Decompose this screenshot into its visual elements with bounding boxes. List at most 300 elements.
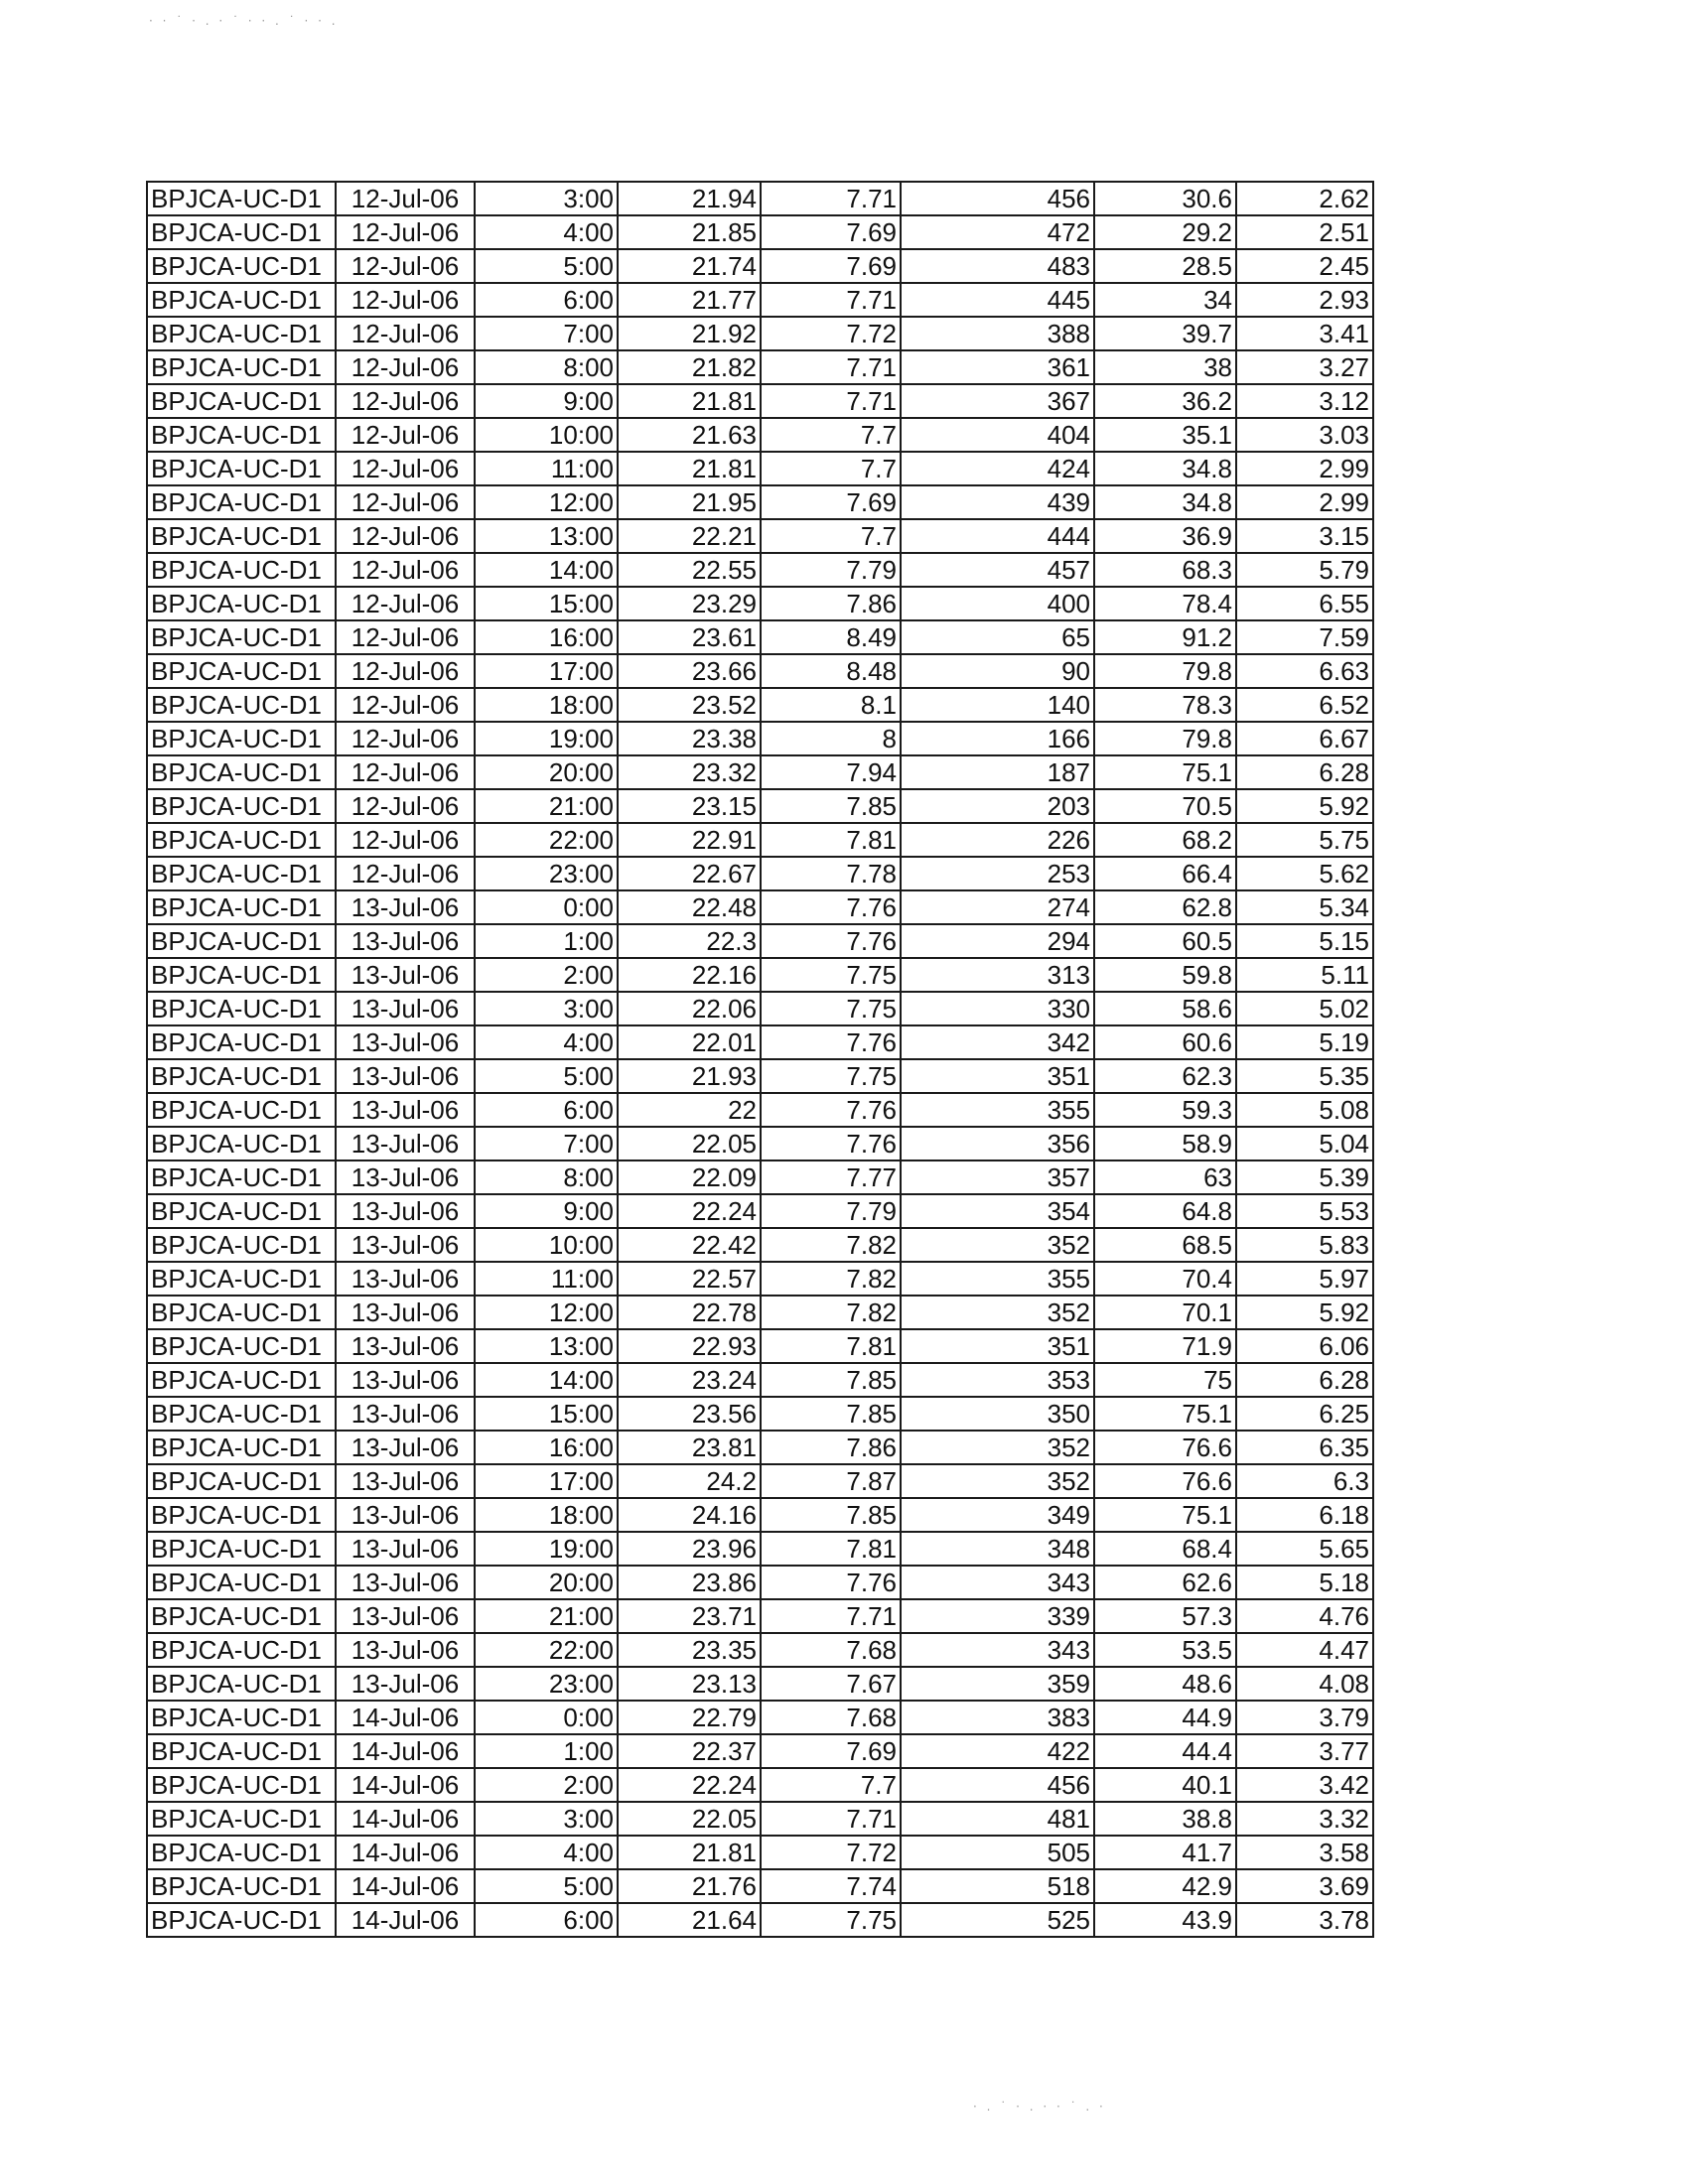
table-row <box>147 958 1373 992</box>
table-row <box>147 350 1373 384</box>
time-cell: 5:00 <box>475 1869 618 1903</box>
ph-cell: 7.81 <box>761 823 901 857</box>
do-mgl-cell: 3.77 <box>1236 1734 1373 1768</box>
site-id-cell: BPJCA-UC-D1 <box>147 755 336 789</box>
date-cell: 13-Jul-06 <box>336 1532 475 1566</box>
do-mgl-cell: 4.76 <box>1236 1599 1373 1633</box>
do-percent-cell: 44.4 <box>1094 1734 1236 1768</box>
time-cell: 9:00 <box>475 1194 618 1228</box>
table-row <box>147 1025 1373 1059</box>
site-id-cell: BPJCA-UC-D1 <box>147 1869 336 1903</box>
conductivity-cell: 444 <box>901 519 1094 553</box>
do-mgl-cell: 5.08 <box>1236 1093 1373 1127</box>
do-percent-cell: 91.2 <box>1094 620 1236 654</box>
site-id-cell: BPJCA-UC-D1 <box>147 1701 336 1734</box>
do-mgl-cell: 5.92 <box>1236 1296 1373 1329</box>
table-row <box>147 924 1373 958</box>
table-row <box>147 1093 1373 1127</box>
do-percent-cell: 68.2 <box>1094 823 1236 857</box>
temperature-cell: 22.01 <box>618 1025 761 1059</box>
site-id-cell: BPJCA-UC-D1 <box>147 992 336 1025</box>
temperature-cell: 22.05 <box>618 1127 761 1160</box>
do-mgl-cell: 3.15 <box>1236 519 1373 553</box>
do-percent-cell: 43.9 <box>1094 1903 1236 1937</box>
do-mgl-cell: 7.59 <box>1236 620 1373 654</box>
ph-cell: 7.76 <box>761 1093 901 1127</box>
conductivity-cell: 253 <box>901 857 1094 890</box>
temperature-cell: 22.78 <box>618 1296 761 1329</box>
ph-cell: 7.87 <box>761 1464 901 1498</box>
conductivity-cell: 481 <box>901 1802 1094 1836</box>
date-cell: 12-Jul-06 <box>336 215 475 249</box>
ph-cell: 7.68 <box>761 1701 901 1734</box>
ph-cell: 7.68 <box>761 1633 901 1667</box>
conductivity-cell: 456 <box>901 1768 1094 1802</box>
table-row <box>147 755 1373 789</box>
ph-cell: 7.69 <box>761 1734 901 1768</box>
date-cell: 12-Jul-06 <box>336 587 475 620</box>
table-row <box>147 857 1373 890</box>
site-id-cell: BPJCA-UC-D1 <box>147 1059 336 1093</box>
site-id-cell: BPJCA-UC-D1 <box>147 823 336 857</box>
ph-cell: 7.86 <box>761 1431 901 1464</box>
do-mgl-cell: 4.08 <box>1236 1667 1373 1701</box>
time-cell: 13:00 <box>475 519 618 553</box>
ph-cell: 8 <box>761 722 901 755</box>
do-mgl-cell: 5.04 <box>1236 1127 1373 1160</box>
do-mgl-cell: 5.79 <box>1236 553 1373 587</box>
temperature-cell: 22.16 <box>618 958 761 992</box>
date-cell: 12-Jul-06 <box>336 182 475 215</box>
site-id-cell: BPJCA-UC-D1 <box>147 485 336 519</box>
site-id-cell: BPJCA-UC-D1 <box>147 283 336 317</box>
time-cell: 6:00 <box>475 1903 618 1937</box>
conductivity-cell: 343 <box>901 1566 1094 1599</box>
table-row <box>147 485 1373 519</box>
do-percent-cell: 57.3 <box>1094 1599 1236 1633</box>
do-mgl-cell: 2.51 <box>1236 215 1373 249</box>
time-cell: 4:00 <box>475 215 618 249</box>
time-cell: 13:00 <box>475 1329 618 1363</box>
date-cell: 12-Jul-06 <box>336 857 475 890</box>
table-row <box>147 688 1373 722</box>
site-id-cell: BPJCA-UC-D1 <box>147 1194 336 1228</box>
do-percent-cell: 60.5 <box>1094 924 1236 958</box>
do-percent-cell: 62.3 <box>1094 1059 1236 1093</box>
time-cell: 17:00 <box>475 654 618 688</box>
time-cell: 3:00 <box>475 182 618 215</box>
ph-cell: 8.49 <box>761 620 901 654</box>
conductivity-cell: 90 <box>901 654 1094 688</box>
do-percent-cell: 48.6 <box>1094 1667 1236 1701</box>
table-row <box>147 1566 1373 1599</box>
conductivity-cell: 353 <box>901 1363 1094 1397</box>
conductivity-cell: 456 <box>901 182 1094 215</box>
table-row <box>147 283 1373 317</box>
time-cell: 11:00 <box>475 452 618 485</box>
conductivity-cell: 330 <box>901 992 1094 1025</box>
date-cell: 13-Jul-06 <box>336 1059 475 1093</box>
ph-cell: 7.71 <box>761 182 901 215</box>
time-cell: 21:00 <box>475 789 618 823</box>
time-cell: 19:00 <box>475 1532 618 1566</box>
temperature-cell: 22.06 <box>618 992 761 1025</box>
do-mgl-cell: 2.99 <box>1236 452 1373 485</box>
do-mgl-cell: 5.97 <box>1236 1262 1373 1296</box>
do-percent-cell: 68.3 <box>1094 553 1236 587</box>
site-id-cell: BPJCA-UC-D1 <box>147 1329 336 1363</box>
do-mgl-cell: 5.15 <box>1236 924 1373 958</box>
temperature-cell: 23.81 <box>618 1431 761 1464</box>
site-id-cell: BPJCA-UC-D1 <box>147 857 336 890</box>
conductivity-cell: 356 <box>901 1127 1094 1160</box>
do-mgl-cell: 3.41 <box>1236 317 1373 350</box>
table-row <box>147 182 1373 215</box>
site-id-cell: BPJCA-UC-D1 <box>147 1903 336 1937</box>
site-id-cell: BPJCA-UC-D1 <box>147 1734 336 1768</box>
do-percent-cell: 35.1 <box>1094 418 1236 452</box>
conductivity-cell: 352 <box>901 1431 1094 1464</box>
date-cell: 13-Jul-06 <box>336 890 475 924</box>
do-percent-cell: 70.4 <box>1094 1262 1236 1296</box>
do-percent-cell: 62.8 <box>1094 890 1236 924</box>
temperature-cell: 22.24 <box>618 1768 761 1802</box>
time-cell: 14:00 <box>475 553 618 587</box>
time-cell: 23:00 <box>475 1667 618 1701</box>
temperature-cell: 23.24 <box>618 1363 761 1397</box>
conductivity-cell: 226 <box>901 823 1094 857</box>
table-row <box>147 1836 1373 1869</box>
date-cell: 13-Jul-06 <box>336 1093 475 1127</box>
table-row <box>147 1667 1373 1701</box>
ph-cell: 8.48 <box>761 654 901 688</box>
time-cell: 7:00 <box>475 317 618 350</box>
do-mgl-cell: 3.42 <box>1236 1768 1373 1802</box>
ph-cell: 7.77 <box>761 1160 901 1194</box>
do-percent-cell: 70.1 <box>1094 1296 1236 1329</box>
conductivity-cell: 352 <box>901 1228 1094 1262</box>
do-mgl-cell: 5.35 <box>1236 1059 1373 1093</box>
site-id-cell: BPJCA-UC-D1 <box>147 1228 336 1262</box>
conductivity-cell: 424 <box>901 452 1094 485</box>
conductivity-cell: 203 <box>901 789 1094 823</box>
conductivity-cell: 525 <box>901 1903 1094 1937</box>
temperature-cell: 22.79 <box>618 1701 761 1734</box>
do-percent-cell: 44.9 <box>1094 1701 1236 1734</box>
conductivity-cell: 350 <box>901 1397 1094 1431</box>
time-cell: 1:00 <box>475 1734 618 1768</box>
table-row <box>147 1431 1373 1464</box>
time-cell: 3:00 <box>475 992 618 1025</box>
do-mgl-cell: 5.39 <box>1236 1160 1373 1194</box>
table-row <box>147 722 1373 755</box>
site-id-cell: BPJCA-UC-D1 <box>147 1599 336 1633</box>
ph-cell: 7.76 <box>761 1025 901 1059</box>
temperature-cell: 22 <box>618 1093 761 1127</box>
table-row <box>147 890 1373 924</box>
time-cell: 6:00 <box>475 283 618 317</box>
do-mgl-cell: 6.55 <box>1236 587 1373 620</box>
do-mgl-cell: 5.11 <box>1236 958 1373 992</box>
temperature-cell: 23.66 <box>618 654 761 688</box>
do-mgl-cell: 6.3 <box>1236 1464 1373 1498</box>
table-row <box>147 1532 1373 1566</box>
ph-cell: 7.85 <box>761 1397 901 1431</box>
do-mgl-cell: 3.27 <box>1236 350 1373 384</box>
conductivity-cell: 342 <box>901 1025 1094 1059</box>
conductivity-cell: 339 <box>901 1599 1094 1633</box>
temperature-cell: 22.48 <box>618 890 761 924</box>
ph-cell: 7.76 <box>761 890 901 924</box>
data-table <box>146 181 1374 1938</box>
table-row <box>147 1734 1373 1768</box>
temperature-cell: 22.24 <box>618 1194 761 1228</box>
date-cell: 14-Jul-06 <box>336 1802 475 1836</box>
conductivity-cell: 187 <box>901 755 1094 789</box>
ph-cell: 7.71 <box>761 283 901 317</box>
do-mgl-cell: 6.35 <box>1236 1431 1373 1464</box>
temperature-cell: 23.96 <box>618 1532 761 1566</box>
do-mgl-cell: 5.62 <box>1236 857 1373 890</box>
do-percent-cell: 38 <box>1094 350 1236 384</box>
temperature-cell: 22.57 <box>618 1262 761 1296</box>
date-cell: 14-Jul-06 <box>336 1734 475 1768</box>
ph-cell: 7.7 <box>761 1768 901 1802</box>
table-row <box>147 384 1373 418</box>
ph-cell: 7.82 <box>761 1228 901 1262</box>
site-id-cell: BPJCA-UC-D1 <box>147 317 336 350</box>
site-id-cell: BPJCA-UC-D1 <box>147 1093 336 1127</box>
do-mgl-cell: 5.75 <box>1236 823 1373 857</box>
ph-cell: 7.7 <box>761 519 901 553</box>
ph-cell: 7.67 <box>761 1667 901 1701</box>
table-row <box>147 1329 1373 1363</box>
time-cell: 2:00 <box>475 1768 618 1802</box>
time-cell: 22:00 <box>475 1633 618 1667</box>
site-id-cell: BPJCA-UC-D1 <box>147 1127 336 1160</box>
time-cell: 4:00 <box>475 1836 618 1869</box>
ph-cell: 7.72 <box>761 1836 901 1869</box>
site-id-cell: BPJCA-UC-D1 <box>147 1532 336 1566</box>
date-cell: 14-Jul-06 <box>336 1903 475 1937</box>
do-percent-cell: 62.6 <box>1094 1566 1236 1599</box>
date-cell: 13-Jul-06 <box>336 1566 475 1599</box>
temperature-cell: 22.09 <box>618 1160 761 1194</box>
site-id-cell: BPJCA-UC-D1 <box>147 1262 336 1296</box>
temperature-cell: 23.86 <box>618 1566 761 1599</box>
site-id-cell: BPJCA-UC-D1 <box>147 418 336 452</box>
site-id-cell: BPJCA-UC-D1 <box>147 620 336 654</box>
do-percent-cell: 70.5 <box>1094 789 1236 823</box>
ph-cell: 7.75 <box>761 992 901 1025</box>
conductivity-cell: 355 <box>901 1093 1094 1127</box>
table-row <box>147 1869 1373 1903</box>
time-cell: 12:00 <box>475 485 618 519</box>
conductivity-cell: 313 <box>901 958 1094 992</box>
date-cell: 14-Jul-06 <box>336 1869 475 1903</box>
do-percent-cell: 34.8 <box>1094 452 1236 485</box>
ph-cell: 7.74 <box>761 1869 901 1903</box>
conductivity-cell: 294 <box>901 924 1094 958</box>
do-mgl-cell: 2.99 <box>1236 485 1373 519</box>
temperature-cell: 21.85 <box>618 215 761 249</box>
table-row <box>147 1701 1373 1734</box>
scan-noise-top: · · ˙ · . · ˙ · · . ˙ · · . <box>149 14 339 28</box>
table-row <box>147 418 1373 452</box>
table-row <box>147 992 1373 1025</box>
time-cell: 3:00 <box>475 1802 618 1836</box>
time-cell: 23:00 <box>475 857 618 890</box>
do-percent-cell: 53.5 <box>1094 1633 1236 1667</box>
date-cell: 12-Jul-06 <box>336 452 475 485</box>
site-id-cell: BPJCA-UC-D1 <box>147 1025 336 1059</box>
time-cell: 7:00 <box>475 1127 618 1160</box>
ph-cell: 8.1 <box>761 688 901 722</box>
table-row <box>147 215 1373 249</box>
table-row <box>147 1160 1373 1194</box>
temperature-cell: 21.92 <box>618 317 761 350</box>
date-cell: 12-Jul-06 <box>336 553 475 587</box>
do-percent-cell: 75 <box>1094 1363 1236 1397</box>
date-cell: 13-Jul-06 <box>336 924 475 958</box>
do-percent-cell: 79.8 <box>1094 722 1236 755</box>
site-id-cell: BPJCA-UC-D1 <box>147 1363 336 1397</box>
do-mgl-cell: 5.19 <box>1236 1025 1373 1059</box>
date-cell: 12-Jul-06 <box>336 283 475 317</box>
site-id-cell: BPJCA-UC-D1 <box>147 553 336 587</box>
temperature-cell: 23.32 <box>618 755 761 789</box>
table-row <box>147 823 1373 857</box>
do-mgl-cell: 3.12 <box>1236 384 1373 418</box>
date-cell: 12-Jul-06 <box>336 755 475 789</box>
ph-cell: 7.7 <box>761 418 901 452</box>
table-row <box>147 1059 1373 1093</box>
date-cell: 12-Jul-06 <box>336 722 475 755</box>
conductivity-cell: 357 <box>901 1160 1094 1194</box>
do-percent-cell: 78.3 <box>1094 688 1236 722</box>
conductivity-cell: 439 <box>901 485 1094 519</box>
date-cell: 13-Jul-06 <box>336 1667 475 1701</box>
do-mgl-cell: 6.28 <box>1236 1363 1373 1397</box>
do-mgl-cell: 6.28 <box>1236 755 1373 789</box>
date-cell: 12-Jul-06 <box>336 688 475 722</box>
do-mgl-cell: 4.47 <box>1236 1633 1373 1667</box>
conductivity-cell: 400 <box>901 587 1094 620</box>
table-row <box>147 1802 1373 1836</box>
site-id-cell: BPJCA-UC-D1 <box>147 1768 336 1802</box>
site-id-cell: BPJCA-UC-D1 <box>147 1802 336 1836</box>
ph-cell: 7.82 <box>761 1262 901 1296</box>
ph-cell: 7.86 <box>761 587 901 620</box>
ph-cell: 7.72 <box>761 317 901 350</box>
site-id-cell: BPJCA-UC-D1 <box>147 958 336 992</box>
table-row <box>147 654 1373 688</box>
conductivity-cell: 274 <box>901 890 1094 924</box>
scan-noise-bottom: · . ˙ · . · · ˙ . · <box>973 2100 1106 2114</box>
table-row <box>147 1228 1373 1262</box>
time-cell: 0:00 <box>475 1701 618 1734</box>
temperature-cell: 21.63 <box>618 418 761 452</box>
do-mgl-cell: 5.34 <box>1236 890 1373 924</box>
date-cell: 12-Jul-06 <box>336 350 475 384</box>
do-mgl-cell: 6.67 <box>1236 722 1373 755</box>
table-row <box>147 1397 1373 1431</box>
temperature-cell: 23.56 <box>618 1397 761 1431</box>
conductivity-cell: 388 <box>901 317 1094 350</box>
conductivity-cell: 355 <box>901 1262 1094 1296</box>
conductivity-cell: 140 <box>901 688 1094 722</box>
time-cell: 16:00 <box>475 1431 618 1464</box>
table-row <box>147 1768 1373 1802</box>
site-id-cell: BPJCA-UC-D1 <box>147 384 336 418</box>
conductivity-cell: 359 <box>901 1667 1094 1701</box>
time-cell: 10:00 <box>475 418 618 452</box>
ph-cell: 7.71 <box>761 1599 901 1633</box>
do-percent-cell: 36.2 <box>1094 384 1236 418</box>
temperature-cell: 21.81 <box>618 1836 761 1869</box>
date-cell: 13-Jul-06 <box>336 992 475 1025</box>
do-percent-cell: 36.9 <box>1094 519 1236 553</box>
site-id-cell: BPJCA-UC-D1 <box>147 722 336 755</box>
do-mgl-cell: 6.63 <box>1236 654 1373 688</box>
ph-cell: 7.85 <box>761 1498 901 1532</box>
date-cell: 13-Jul-06 <box>336 1498 475 1532</box>
time-cell: 9:00 <box>475 384 618 418</box>
temperature-cell: 22.21 <box>618 519 761 553</box>
table-row <box>147 1599 1373 1633</box>
do-percent-cell: 71.9 <box>1094 1329 1236 1363</box>
do-mgl-cell: 3.78 <box>1236 1903 1373 1937</box>
do-percent-cell: 39.7 <box>1094 317 1236 350</box>
temperature-cell: 23.71 <box>618 1599 761 1633</box>
conductivity-cell: 352 <box>901 1296 1094 1329</box>
time-cell: 19:00 <box>475 722 618 755</box>
ph-cell: 7.69 <box>761 215 901 249</box>
time-cell: 8:00 <box>475 350 618 384</box>
date-cell: 12-Jul-06 <box>336 654 475 688</box>
conductivity-cell: 422 <box>901 1734 1094 1768</box>
date-cell: 13-Jul-06 <box>336 1431 475 1464</box>
do-mgl-cell: 6.52 <box>1236 688 1373 722</box>
do-percent-cell: 78.4 <box>1094 587 1236 620</box>
ph-cell: 7.69 <box>761 249 901 283</box>
site-id-cell: BPJCA-UC-D1 <box>147 519 336 553</box>
conductivity-cell: 383 <box>901 1701 1094 1734</box>
date-cell: 12-Jul-06 <box>336 485 475 519</box>
conductivity-cell: 505 <box>901 1836 1094 1869</box>
site-id-cell: BPJCA-UC-D1 <box>147 182 336 215</box>
temperature-cell: 24.2 <box>618 1464 761 1498</box>
date-cell: 12-Jul-06 <box>336 519 475 553</box>
date-cell: 12-Jul-06 <box>336 317 475 350</box>
site-id-cell: BPJCA-UC-D1 <box>147 587 336 620</box>
table-row <box>147 1498 1373 1532</box>
ph-cell: 7.94 <box>761 755 901 789</box>
ph-cell: 7.71 <box>761 350 901 384</box>
temperature-cell: 22.91 <box>618 823 761 857</box>
conductivity-cell: 483 <box>901 249 1094 283</box>
do-percent-cell: 38.8 <box>1094 1802 1236 1836</box>
do-mgl-cell: 3.79 <box>1236 1701 1373 1734</box>
table-row <box>147 553 1373 587</box>
date-cell: 13-Jul-06 <box>336 1397 475 1431</box>
conductivity-cell: 352 <box>901 1464 1094 1498</box>
do-percent-cell: 58.6 <box>1094 992 1236 1025</box>
table-row <box>147 587 1373 620</box>
temperature-cell: 22.05 <box>618 1802 761 1836</box>
date-cell: 14-Jul-06 <box>336 1701 475 1734</box>
do-percent-cell: 42.9 <box>1094 1869 1236 1903</box>
